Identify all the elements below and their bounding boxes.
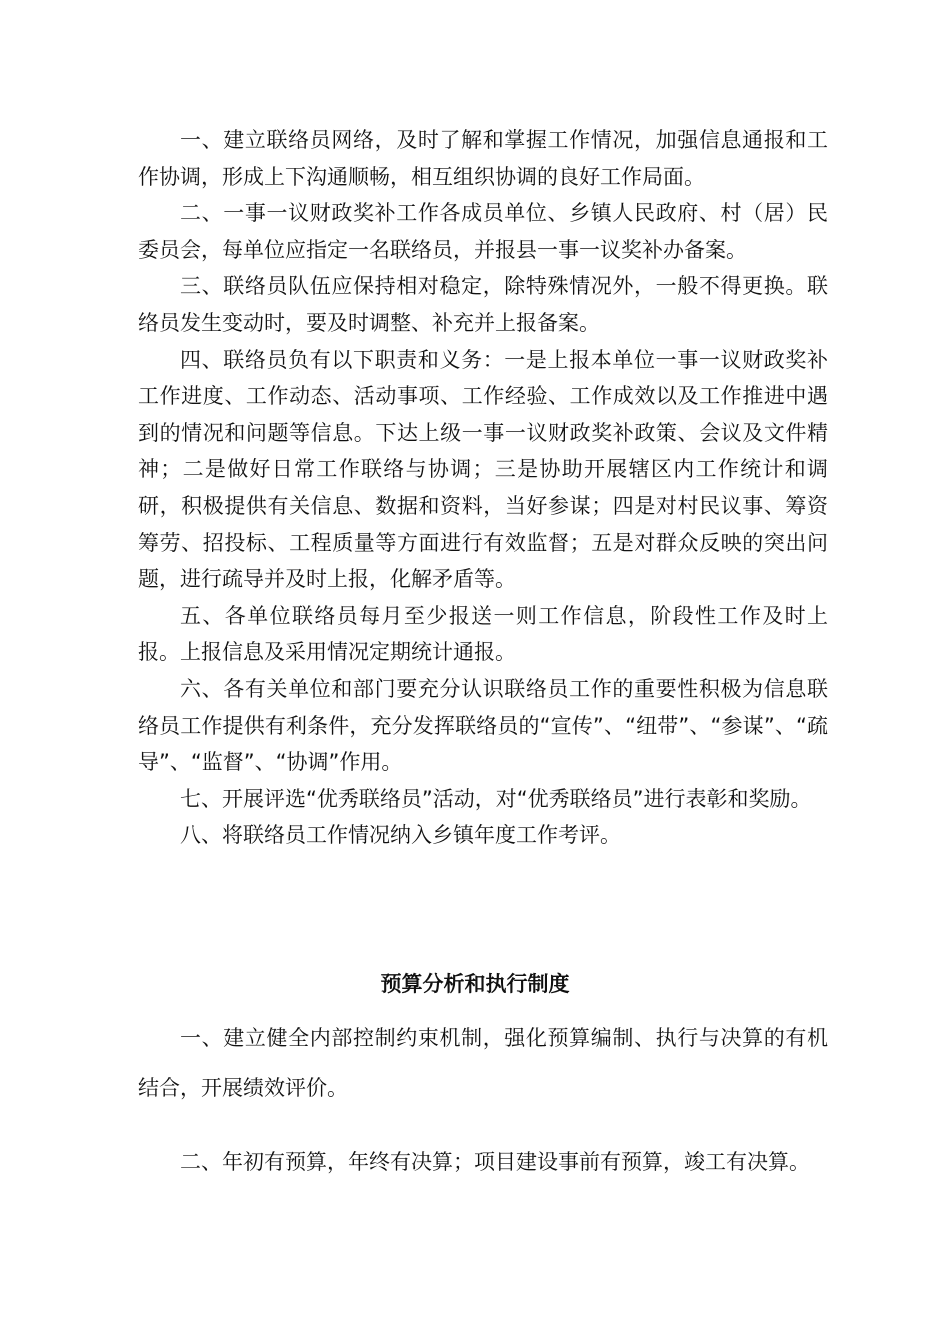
paragraph-8: 八、将联络员工作情况纳入乡镇年度工作考评。	[180, 823, 621, 848]
budget-rules-section	[138, 1013, 828, 1211]
paragraph-3: 三、联络员队伍应保持相对稳定，除特殊情况外，一般不得更换。联络员发生变动时，要及时调整、补充并上报备案。	[138, 274, 828, 335]
budget-paragraph-1: 一、建立健全内部控制约束机制，强化预算编制、执行与决算的有机结合，开展绩效评价。	[138, 1026, 828, 1100]
paragraph-4: 四、联络员负有以下职责和义务：一是上报本单位一事一议财政奖补工作进度、工作动态、活动事项、工作经验、工作成效以及工作推进中遇到的情况和问题等信息。下达上级一事一议财政奖补政策、会议及文件精神；二是做好日常工作联络与协调；三是协助开展辖区内工作统计和调研，积极提供有关信息、数据和资料，当好参谋；四是对村民议事、筹资筹劳、招投标、工程质量等方面进行有效监督；五是对群众反映的突出问题，进行疏导并及时上报，化解矛盾等。	[138, 347, 828, 592]
paragraph-6: 六、各有关单位和部门要充分认识联络员工作的重要性积极为信息联络员工作提供有利条件，充分发挥联络员的“宣传”、“纽带”、“参谋”、“疏导”、“监督”、“协调”作用。	[138, 676, 828, 775]
budget-paragraph-2: 二、年初有预算，年终有决算；项目建设事前有预算，竣工有决算。	[180, 1150, 810, 1174]
paragraph-5: 五、各单位联络员每月至少报送一则工作信息，阶段性工作及时上报。上报信息及采用情况定期统计通报。	[138, 603, 828, 665]
paragraph-2: 二、一事一议财政奖补工作各成员单位、乡镇人民政府、村（居）民委员会，每单位应指定一名联络员，并报县一事一议奖补办备案。	[138, 201, 828, 262]
liaison-rules-section	[138, 122, 828, 854]
paragraph-1: 一、建立联络员网络，及时了解和掌握工作情况，加强信息通报和工作协调，形成上下沟通顺畅，相互组织协调的良好工作局面。	[138, 128, 828, 189]
paragraph-7: 七、开展评选“优秀联络员”活动，对“优秀联络员”进行表彰和奖励。	[180, 786, 812, 811]
section-title: 预算分析和执行制度	[380, 972, 570, 996]
